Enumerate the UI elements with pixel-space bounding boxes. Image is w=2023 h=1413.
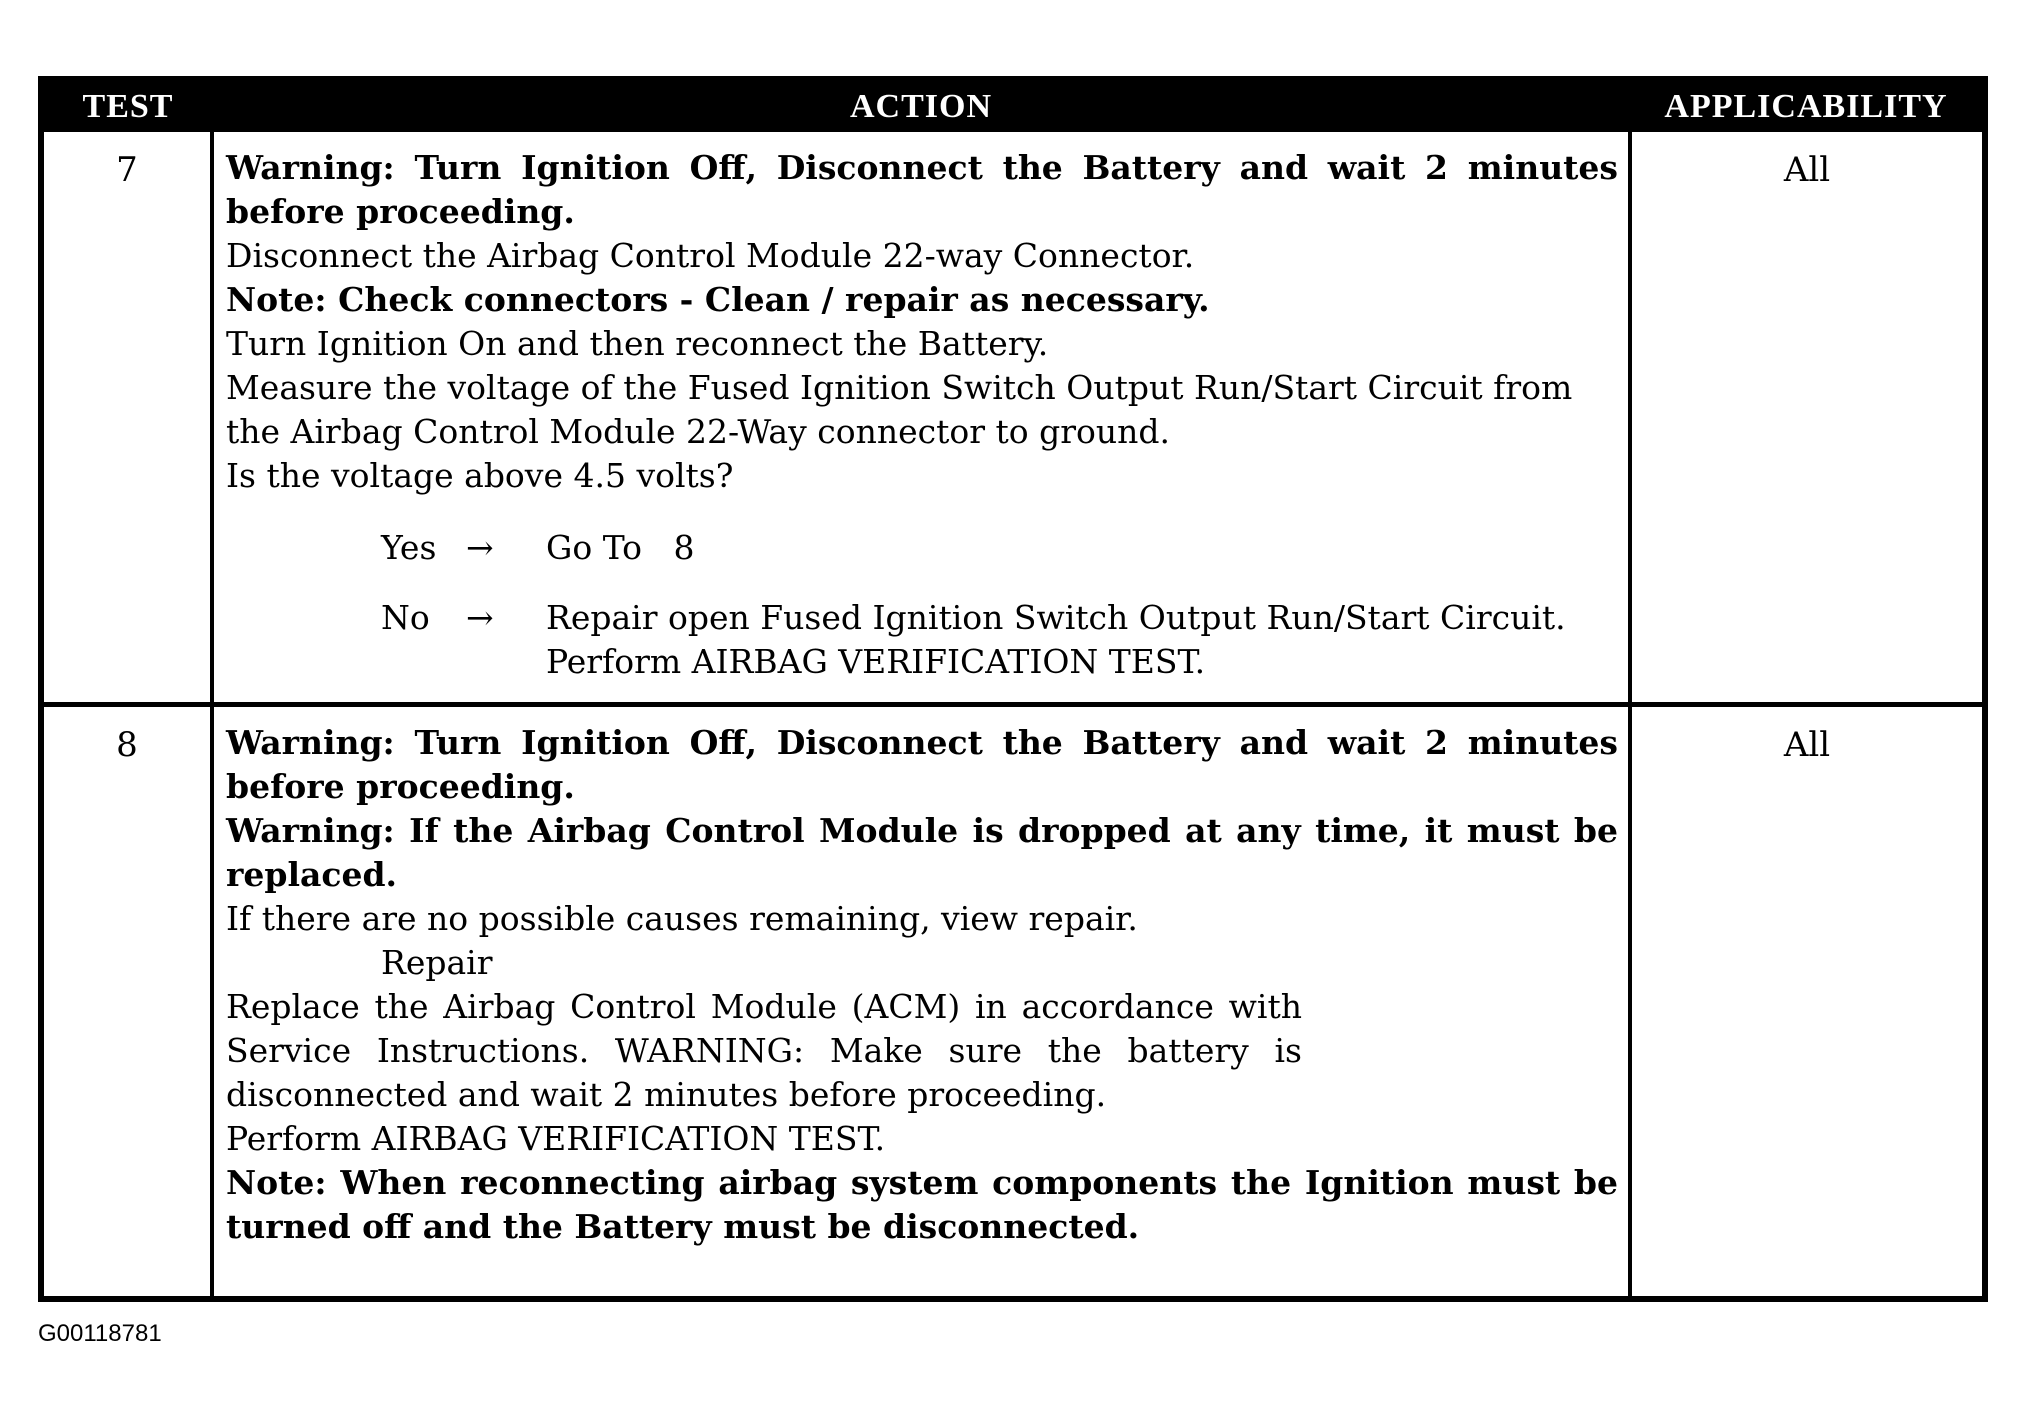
table-row: [44, 707, 1982, 1296]
choice-result: Go To 8: [546, 528, 695, 567]
action-cell: [226, 721, 1618, 1249]
warning-text: Warning: If the Airbag Control Module is dropped at any time, it must be replaced.: [226, 811, 1618, 894]
test-number: 7: [116, 150, 138, 190]
header-action: ACTION: [849, 88, 993, 125]
table-header: [44, 82, 1982, 132]
question-text: Is the voltage above 4.5 volts?: [226, 456, 734, 495]
applicability-cell: All: [1783, 150, 1831, 190]
note-text: Note: Check connectors - Clean / repair as necessary.: [226, 280, 1210, 319]
instruction-text: Measure the voltage of the Fused Ignition Switch Output Run/Start Circuit from the Airbag Control Module 22-Way connector to ground.: [226, 368, 1573, 451]
choice-no: [226, 596, 1618, 684]
note-text: Note: When reconnecting airbag system components the Ignition must be turned off and the Battery must be disconnected.: [226, 1163, 1618, 1246]
repair-label: Repair: [381, 943, 493, 982]
choice-yes: [226, 526, 1618, 570]
action-cell: [226, 146, 1618, 684]
choice-result-line: Perform AIRBAG VERIFICATION TEST.: [546, 642, 1206, 681]
choice-label: No: [381, 598, 430, 637]
repair-text: Perform AIRBAG VERIFICATION TEST.: [226, 1119, 886, 1158]
choice-result: [546, 596, 1606, 684]
warning-text: Warning: Turn Ignition Off, Disconnect the Battery and wait 2 minutes before proceeding.: [226, 723, 1618, 806]
diagnostic-table: [38, 76, 1988, 1302]
figure-id: G00118781: [38, 1320, 162, 1347]
arrow-right-icon: →: [466, 598, 494, 637]
header-applicability: APPLICABILITY: [1664, 88, 1948, 125]
instruction-text: Disconnect the Airbag Control Module 22-way Connector.: [226, 236, 1195, 275]
choice-result-line: Repair open Fused Ignition Switch Output Run/Start Circuit.: [546, 598, 1566, 637]
instruction-text: If there are no possible causes remaining, view repair.: [226, 899, 1138, 938]
instruction-text: Turn Ignition On and then reconnect the Battery.: [226, 324, 1049, 363]
table-row: [44, 132, 1982, 702]
applicability-cell: All: [1783, 725, 1831, 765]
warning-text: Warning: Turn Ignition Off, Disconnect the Battery and wait 2 minutes before proceeding.: [226, 148, 1618, 231]
header-test: TEST: [82, 88, 174, 125]
repair-text: Replace the Airbag Control Module (ACM) in accordance with Service Instructions. WARNING: Make sure the battery is disconnected and wait 2 minutes before proceeding.: [226, 987, 1302, 1114]
test-number: 8: [116, 725, 138, 765]
choice-label: Yes: [381, 528, 437, 567]
arrow-right-icon: →: [466, 528, 494, 567]
